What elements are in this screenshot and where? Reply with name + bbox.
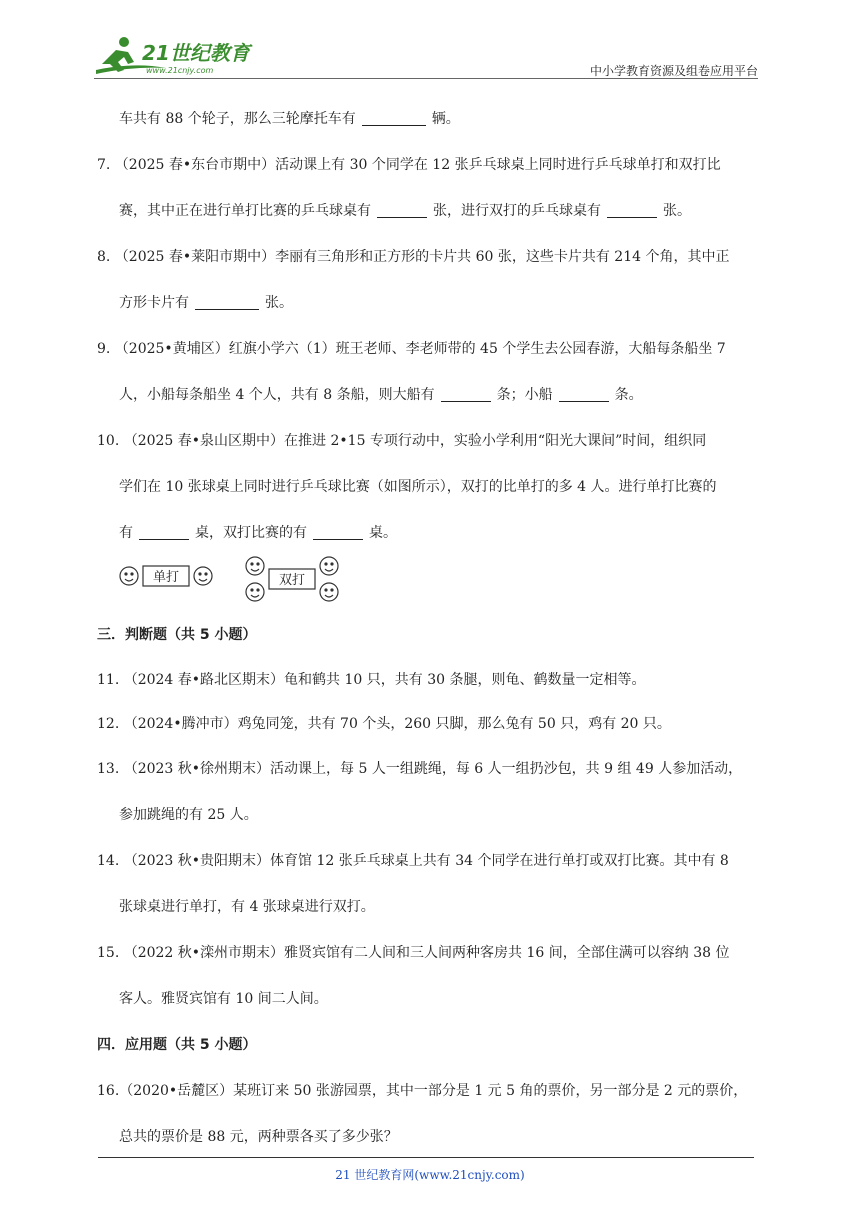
table-tennis-diagram — [117, 556, 357, 612]
q6-continuation: 车共有 88 个轮子，那么三轮摩托车有 辆。 — [119, 111, 460, 127]
question-16: 16.（2020•岳麓区）某班订来 50 张游园票，其中一部分是 1 元 5 角的票价，另一部分是 2 元的票价， — [97, 1083, 748, 1099]
header-divider — [94, 78, 758, 79]
question-9: 9. （2025•黄埔区）红旗小学六（1）班王老师、李老师带的 45 个学生去公园春游，大船每条船坐 7 — [97, 341, 726, 357]
answer-blank — [559, 385, 609, 402]
answer-blank — [139, 523, 189, 540]
question-11: 11. （2024 春•路北区期末）龟和鹤共 10 只，共有 30 条腿，则龟、鹤数量一定相等。 — [97, 672, 646, 688]
question-7: 7. （2025 春•东台市期中）活动课上有 30 个同学在 12 张乒乓球桌上同时进行乒乓球单打和双打比 — [97, 157, 721, 173]
question-13: 13. （2023 秋•徐州期末）活动课上，每 5 人一组跳绳，每 6 人一组扔沙包，共 9 组 49 人参加活动， — [97, 761, 743, 777]
answer-blank — [607, 201, 657, 218]
question-12: 12. （2024•腾冲市）鸡兔同笼，共有 70 个头，260 只脚，那么兔有 50 只，鸡有 20 只。 — [97, 716, 671, 732]
answer-blank — [377, 201, 427, 218]
question-7-line2: 赛，其中正在进行单打比赛的乒乓球桌有 张，进行双打的乒乓球桌有 张。 — [119, 203, 691, 219]
question-10-line3: 有 桌，双打比赛的有 桌。 — [119, 525, 397, 541]
question-15-line2: 客人。雅贤宾馆有 10 间二人间。 — [119, 991, 328, 1007]
logo-icon — [94, 34, 264, 76]
question-16-line2: 总共的票价是 88 元，两种票各买了多少张？ — [119, 1129, 398, 1145]
question-8-line2: 方形卡片有 张。 — [119, 295, 293, 311]
table-tennis-figure — [97, 556, 765, 612]
question-14: 14. （2023 秋•贵阳期末）体育馆 12 张乒乓球桌上共有 34 个同学在进行单打或双打比赛。其中有 8 — [97, 853, 729, 869]
footer-link[interactable]: 21 世纪教育网(www.21cnjy.com) — [335, 1168, 525, 1182]
answer-blank — [195, 293, 259, 310]
question-10: 10. （2025 春•泉山区期中）在推进 2•15 专项行动中，实验小学利用“阳光大课间”时间，组织同 — [97, 433, 707, 449]
document-body — [97, 96, 765, 1160]
question-13-line2: 参加跳绳的有 25 人。 — [119, 807, 258, 823]
single-label: 单打 — [152, 570, 180, 585]
double-label: 双打 — [278, 573, 306, 588]
answer-blank — [362, 109, 426, 126]
answer-blank — [313, 523, 363, 540]
section-4-heading: 四．应用题（共 5 小题） — [97, 1037, 257, 1053]
svg-text:www.21cnjy.com: www.21cnjy.com — [146, 66, 214, 75]
question-9-line2: 人，小船每条船坐 4 个人，共有 8 条船，则大船有 条；小船 条。 — [119, 387, 643, 403]
question-14-line2: 张球桌进行单打，有 4 张球桌进行双打。 — [119, 899, 375, 915]
question-15: 15. （2022 秋•滦州市期末）雅贤宾馆有二人间和三人间两种客房共 16 间，全部住满可以容纳 38 位 — [97, 945, 730, 961]
svg-text:21世纪教育: 21世纪教育 — [142, 41, 250, 65]
answer-blank — [441, 385, 491, 402]
section-3-heading: 三．判断题（共 5 小题） — [97, 627, 257, 643]
question-8: 8. （2025 春•莱阳市期中）李丽有三角形和正方形的卡片共 60 张，这些卡片共有 214 个角，其中正 — [97, 249, 730, 265]
question-10-line2: 学们在 10 张球桌上同时进行乒乓球比赛（如图所示），双打的比单打的多 4 人。进行单打比赛的 — [119, 479, 717, 495]
header-platform-text: 中小学教育资源及组卷应用平台 — [589, 64, 758, 78]
page-header — [94, 30, 758, 78]
footer-divider — [98, 1157, 754, 1158]
